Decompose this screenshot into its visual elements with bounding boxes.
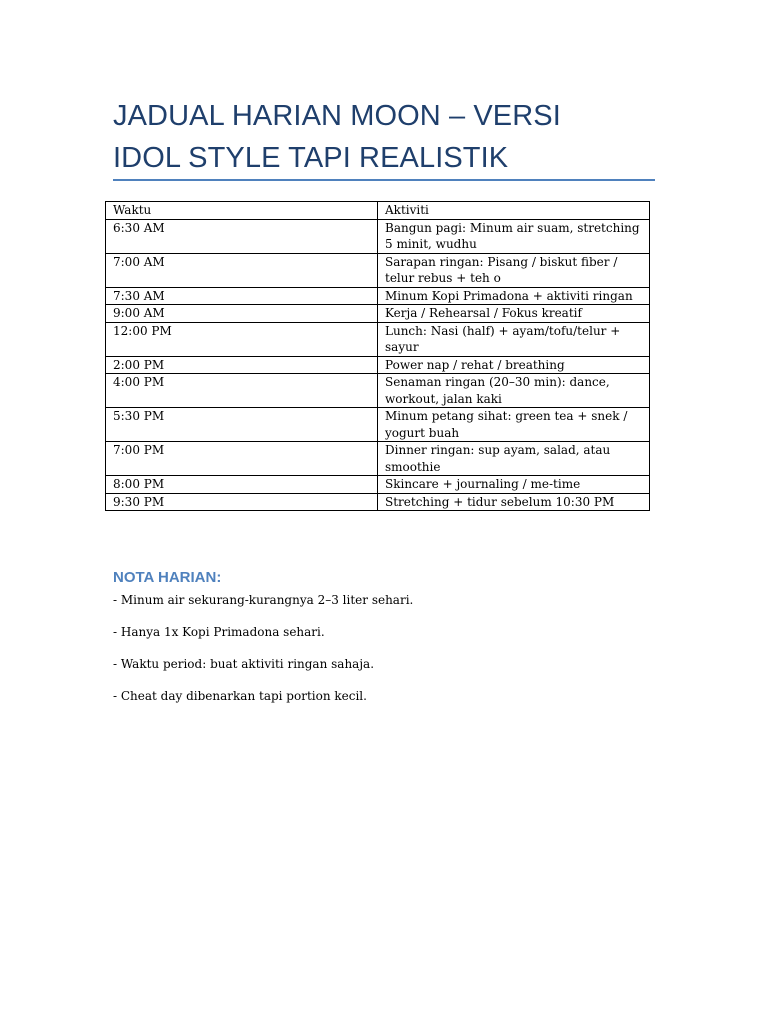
notes-list: [113, 592, 673, 720]
time-cell: 5:30 PM: [106, 408, 378, 442]
schedule-table: [105, 201, 650, 511]
activity-cell: Kerja / Rehearsal / Fokus kreatif: [378, 305, 650, 323]
note-item: - Minum air sekurang-kurangnya 2–3 liter sehari.: [113, 593, 414, 607]
table-row: [106, 356, 650, 374]
table-row: [106, 322, 650, 356]
table-header-row: [106, 202, 650, 220]
time-cell: 4:00 PM: [106, 374, 378, 408]
table-row: [106, 493, 650, 511]
activity-cell: Dinner ringan: sup ayam, salad, atau smoothie: [378, 442, 650, 476]
header-cell-aktiviti: Aktiviti: [378, 202, 650, 220]
notes-heading: NOTA HARIAN:: [113, 569, 222, 586]
activity-cell: Lunch: Nasi (half) + ayam/tofu/telur + sayur: [378, 322, 650, 356]
activity-cell: Bangun pagi: Minum air suam, stretching 5 minit, wudhu: [378, 219, 650, 253]
activity-cell: Sarapan ringan: Pisang / biskut fiber / telur rebus + teh o: [378, 253, 650, 287]
time-cell: 6:30 AM: [106, 219, 378, 253]
header-cell-waktu: Waktu: [106, 202, 378, 220]
time-cell: 2:00 PM: [106, 356, 378, 374]
time-cell: 12:00 PM: [106, 322, 378, 356]
time-cell: 8:00 PM: [106, 476, 378, 494]
time-cell: 9:00 AM: [106, 305, 378, 323]
activity-cell: Power nap / rehat / breathing: [378, 356, 650, 374]
table-row: [106, 476, 650, 494]
activity-cell: Minum petang sihat: green tea + snek / yogurt buah: [378, 408, 650, 442]
table-row: [106, 442, 650, 476]
activity-cell: Minum Kopi Primadona + aktiviti ringan: [378, 287, 650, 305]
title-underline: [113, 179, 655, 181]
table-row: [106, 374, 650, 408]
note-item: - Waktu period: buat aktiviti ringan sahaja.: [113, 657, 375, 671]
table-row: [106, 219, 650, 253]
note-item: - Cheat day dibenarkan tapi portion kecil.: [113, 689, 367, 703]
activity-cell: Stretching + tidur sebelum 10:30 PM: [378, 493, 650, 511]
time-cell: 7:30 AM: [106, 287, 378, 305]
table-row: [106, 253, 650, 287]
time-cell: 9:30 PM: [106, 493, 378, 511]
activity-cell: Skincare + journaling / me-time: [378, 476, 650, 494]
note-item: - Hanya 1x Kopi Primadona sehari.: [113, 625, 325, 639]
document-title: JADUAL HARIAN MOON – VERSI IDOL STYLE TAPI REALISTIK: [113, 100, 561, 174]
table-row: [106, 408, 650, 442]
table-row: [106, 287, 650, 305]
activity-cell: Senaman ringan (20–30 min): dance, workout, jalan kaki: [378, 374, 650, 408]
time-cell: 7:00 PM: [106, 442, 378, 476]
time-cell: 7:00 AM: [106, 253, 378, 287]
table-row: [106, 305, 650, 323]
